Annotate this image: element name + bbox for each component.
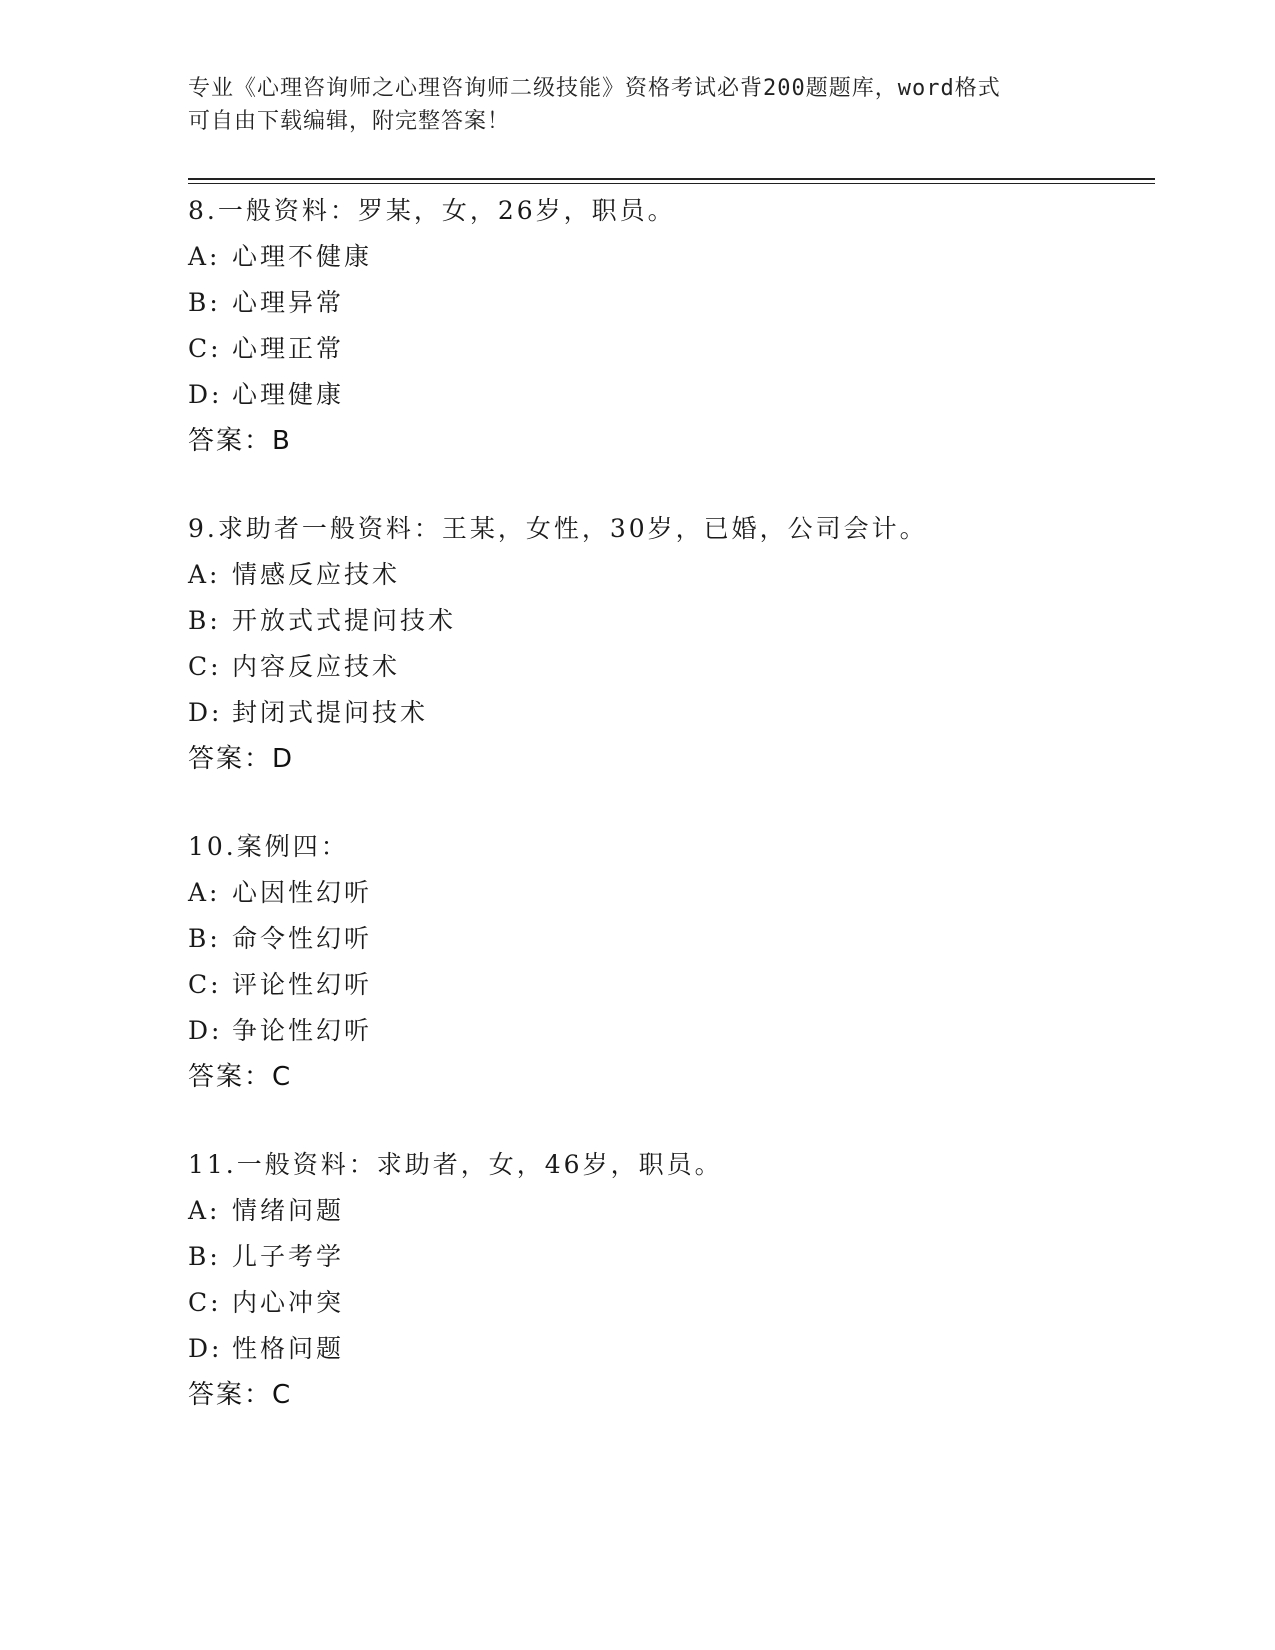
option-d bbox=[188, 1326, 1148, 1372]
answer-line: 答案：C bbox=[188, 1380, 293, 1410]
question-8 bbox=[188, 188, 1148, 464]
header-line-2: 可自由下载编辑，附完整答案！ bbox=[188, 109, 511, 134]
option-label: D: bbox=[188, 1016, 223, 1045]
header-divider-thin bbox=[188, 183, 1155, 184]
option-text: 内容反应技术 bbox=[232, 652, 401, 681]
option-a bbox=[188, 234, 1148, 280]
option-label: C: bbox=[188, 970, 222, 999]
option-text: 内心冲突 bbox=[232, 1288, 345, 1317]
option-label: A: bbox=[188, 878, 221, 907]
option-label: B: bbox=[188, 288, 221, 317]
question-9 bbox=[188, 506, 1148, 782]
option-c bbox=[188, 326, 1148, 372]
question-stem: 9.求助者一般资料：王某，女性，30岁，已婚，公司会计。 bbox=[188, 514, 928, 543]
option-b bbox=[188, 1234, 1148, 1280]
option-a bbox=[188, 552, 1148, 598]
question-stem: 11.一般资料：求助者，女，46岁，职员。 bbox=[188, 1150, 723, 1179]
option-d bbox=[188, 1008, 1148, 1054]
option-b bbox=[188, 916, 1148, 962]
question-11 bbox=[188, 1142, 1148, 1418]
option-text: 命令性幻听 bbox=[232, 924, 373, 953]
option-d bbox=[188, 690, 1148, 736]
option-label: B: bbox=[188, 1242, 221, 1271]
option-label: C: bbox=[188, 1288, 222, 1317]
option-label: D: bbox=[188, 380, 223, 409]
option-text: 评论性幻听 bbox=[232, 970, 373, 999]
answer-line: 答案：D bbox=[188, 744, 295, 774]
option-label: A: bbox=[188, 1196, 221, 1225]
option-b bbox=[188, 280, 1148, 326]
option-text: 开放式式提问技术 bbox=[232, 606, 457, 635]
question-10 bbox=[188, 824, 1148, 1100]
option-text: 情绪问题 bbox=[232, 1196, 345, 1225]
option-text: 心理不健康 bbox=[232, 242, 373, 271]
option-b bbox=[188, 598, 1148, 644]
option-text: 争论性幻听 bbox=[232, 1016, 373, 1045]
option-label: A: bbox=[188, 560, 221, 589]
option-label: A: bbox=[188, 242, 221, 271]
option-text: 心因性幻听 bbox=[232, 878, 373, 907]
document-header bbox=[188, 72, 1088, 138]
option-label: B: bbox=[188, 606, 221, 635]
option-text: 封闭式提问技术 bbox=[232, 698, 429, 727]
option-text: 性格问题 bbox=[232, 1334, 345, 1363]
question-list bbox=[188, 188, 1148, 1460]
option-text: 心理异常 bbox=[232, 288, 345, 317]
option-c bbox=[188, 1280, 1148, 1326]
option-text: 情感反应技术 bbox=[232, 560, 401, 589]
option-label: C: bbox=[188, 334, 222, 363]
option-a bbox=[188, 870, 1148, 916]
option-c bbox=[188, 644, 1148, 690]
option-c bbox=[188, 962, 1148, 1008]
option-label: D: bbox=[188, 1334, 223, 1363]
option-label: B: bbox=[188, 924, 221, 953]
option-text: 心理正常 bbox=[232, 334, 345, 363]
option-label: D: bbox=[188, 698, 223, 727]
option-text: 心理健康 bbox=[232, 380, 345, 409]
header-divider-thick bbox=[188, 178, 1155, 180]
question-stem: 10.案例四： bbox=[188, 832, 349, 861]
answer-line: 答案：B bbox=[188, 426, 292, 456]
answer-line: 答案：C bbox=[188, 1062, 293, 1092]
option-d bbox=[188, 372, 1148, 418]
question-stem: 8.一般资料：罗某，女，26岁，职员。 bbox=[188, 196, 676, 225]
option-label: C: bbox=[188, 652, 222, 681]
option-text: 儿子考学 bbox=[232, 1242, 345, 1271]
header-line-1: 专业《心理咨询师之心理咨询师二级技能》资格考试必背200题题库，word格式 bbox=[188, 76, 1001, 101]
option-a bbox=[188, 1188, 1148, 1234]
